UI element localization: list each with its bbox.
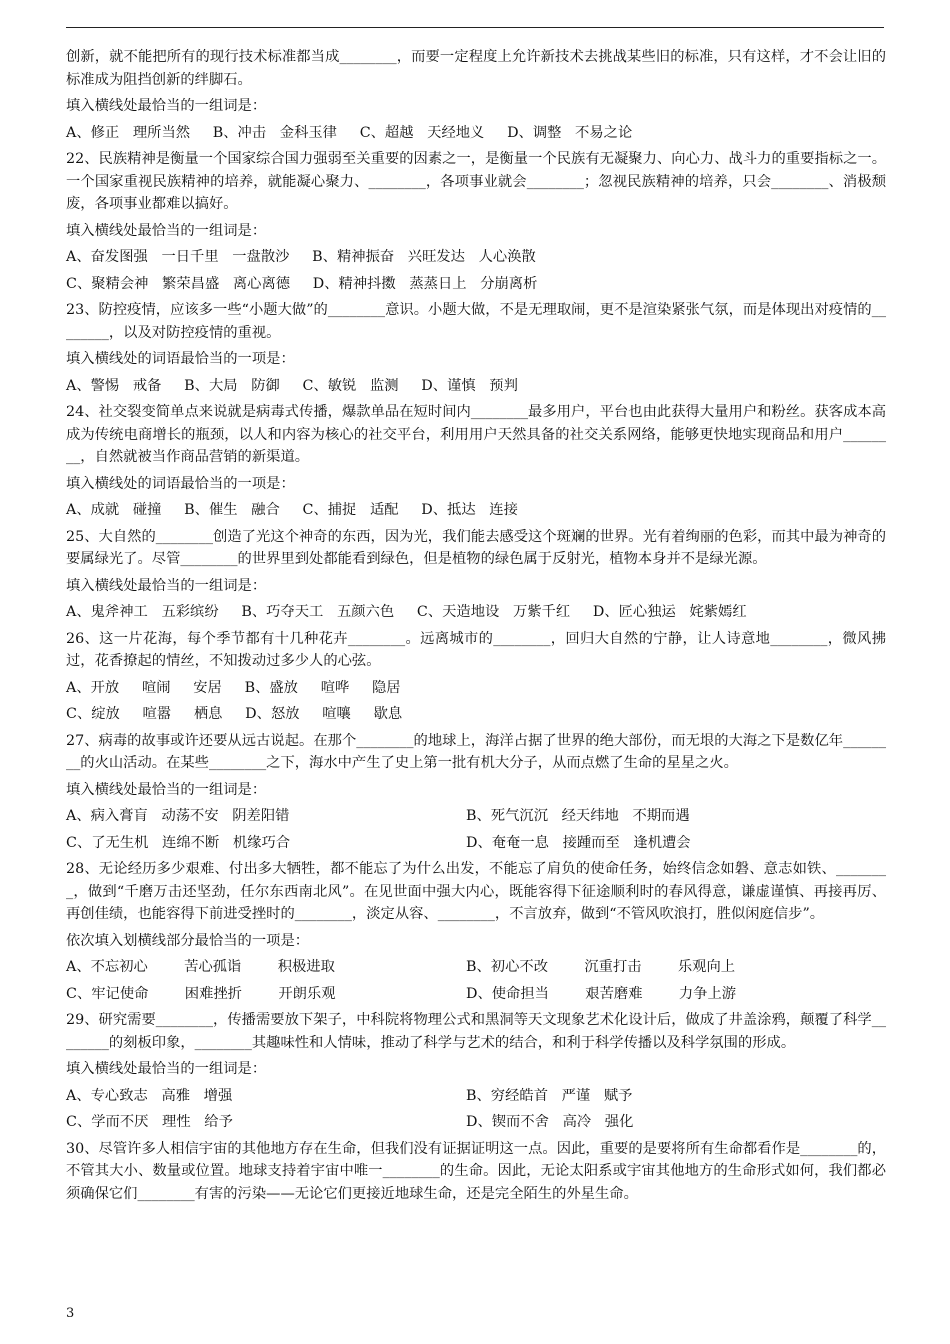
q28-stem: 28、无论经历多少艰难、付出多大牺牲，都不能忘了为什么出发，不能忘了肩负的使命任务，始终信念如磐、意志如铁、________，做到“千磨万击还坚劲，任尔东西南北风”。在见世面中强大内心，既能容得下征途顺利时的春风得意，谦虚谨慎、再接再厉、再创佳绩，也能容得下前进受挫时的________，淡定从容、________，不言放弃，做到“不管风吹浪打，胜似闲庭信步”。 bbox=[66, 861, 886, 922]
q28-option-a: A、不忘初心 苦心孤诣 积极进取 bbox=[66, 959, 335, 975]
q29-option-d: D、锲而不舍 高冷 强化 bbox=[466, 1114, 634, 1130]
q29-option-c: C、学而不厌 理性 给予 bbox=[66, 1114, 233, 1130]
q24-instruction: 填入横线处的词语最恰当的一项是： bbox=[66, 475, 295, 492]
page-content bbox=[66, 46, 886, 1209]
intro-options: A、修正 理所当然 B、冲击 金科玉律 C、超越 天经地义 D、调整 不易之论 bbox=[66, 124, 633, 141]
q22-stem: 22、民族精神是衡量一个国家综合国力强弱至关重要的因素之一，是衡量一个民族有无凝聚力、向心力、战斗力的重要指标之一。一个国家重视民族精神的培养，就能凝心聚力、________，各项事业就会________；忽视民族精神的培养，只会________、消极颓废，各项事业都难以搞好。 bbox=[66, 151, 886, 212]
q29-option-a: A、专心致志 高雅 增强 bbox=[66, 1087, 233, 1104]
q28-option-c: C、牢记使命 困难挫折 开朗乐观 bbox=[66, 985, 336, 1002]
page-number: 3 bbox=[66, 1306, 75, 1321]
q27-options-row-2 bbox=[66, 832, 886, 855]
q29-instruction: 填入横线处最恰当的一组词是： bbox=[66, 1061, 267, 1077]
q28-options-row-2 bbox=[66, 983, 886, 1006]
q27-option-d: D、奄奄一息 接踵而至 逢机遭会 bbox=[466, 834, 691, 851]
q30-stem: 30、尽管许多人相信宇宙的其他地方存在生命，但我们没有证据证明这一点。因此，重要的是要将所有生命都看作是________的，不管其大小、数量或位置。地球支持着宇宙中唯一________的生命。因此，无论太阳系或宇宙其他地方的生命形式如何，我们都必须确保它们________有害的污染——无论它们更接近地球生命，还是完全陌生的外星生命。 bbox=[66, 1140, 886, 1202]
q23-stem: 23、防控疫情，应该多一些“小题大做”的________意识。小题大做，不是无理取闹，更不是渲染紧张气氛，而是体现出对疫情的________，以及对防控疫情的重视。 bbox=[66, 302, 886, 341]
q28-instruction: 依次填入划横线部分最恰当的一项是： bbox=[66, 932, 310, 949]
q23-options: A、警惕 戒备 B、大局 防御 C、敏锐 监测 D、谨慎 预判 bbox=[66, 377, 518, 394]
intro-paragraph: 创新，就不能把所有的现行技术标准都当成________，而要一定程度上允许新技术去挑战某些旧的标准，只有这样，才不会让旧的标准成为阻挡创新的绊脚石。 bbox=[66, 49, 886, 88]
q29-options-row-2 bbox=[66, 1111, 886, 1134]
q29-option-b: B、穷经皓首 严谨 赋予 bbox=[466, 1087, 633, 1104]
q25-instruction: 填入横线处最恰当的一组词是： bbox=[66, 577, 267, 594]
q22-instruction: 填入横线处最恰当的一组词是： bbox=[66, 222, 267, 239]
header-rule bbox=[66, 27, 884, 28]
q27-option-c: C、了无生机 连绵不断 机缘巧合 bbox=[66, 834, 291, 851]
q27-options-row-1 bbox=[66, 805, 886, 828]
q22-options-ab: A、奋发图强 一日千里 一盘散沙 B、精神振奋 兴旺发达 人心涣散 bbox=[66, 249, 536, 265]
q22-options-cd: C、聚精会神 繁荣昌盛 离心离德 D、精神抖擞 蒸蒸日上 分崩离析 bbox=[66, 275, 538, 292]
q28-option-d: D、使命担当 艰苦磨难 力争上游 bbox=[466, 985, 737, 1002]
q24-options: A、成就 碰撞 B、催生 融合 C、捕捉 适配 D、抵达 连接 bbox=[66, 502, 518, 518]
q24-stem: 24、社交裂变简单点来说就是病毒式传播，爆款单品在短时间内________最多用户，平台也由此获得大量用户和粉丝。获客成本高成为传统电商增长的瓶颈，以人和内容为核心的社交平台，利用用户天然具备的社交关系网络，能够更快地实现商品和用户________，自然就被当作商品营销的新渠道。 bbox=[66, 404, 886, 465]
q28-option-b: B、初心不改 沉重打击 乐观向上 bbox=[466, 959, 736, 975]
q28-options-row-1 bbox=[66, 956, 886, 979]
q27-option-b: B、死气沉沉 经天纬地 不期而遇 bbox=[466, 808, 690, 824]
q25-stem: 25、大自然的________创造了光这个神奇的东西，因为光，我们能去感受这个斑斓的世界。光有着绚丽的色彩，而其中最为神奇的要属绿光了。尽管________的世界里到处都能看到绿色，但是植物的绿色属于反射光，植物本身并不是绿光源。 bbox=[66, 528, 886, 567]
q27-stem: 27、病毒的故事或许还要从远古说起。在那个________的地球上，海洋占据了世界的绝大部份，而无垠的大海之下是数亿年________的火山活动。在某些________之下，海水中产生了史上第一批有机大分子，从而点燃了生命的星星之火。 bbox=[66, 732, 886, 771]
q29-stem: 29、研究需要________，传播需要放下架子，中科院将物理公式和黑洞等天文现象艺术化设计后，做成了井盖涂鸦，颠覆了科学________的刻板印象，________其趣味性和人情味，推动了科学与艺术的结合，和利于科学传播以及科学氛围的形成。 bbox=[66, 1012, 886, 1051]
q29-options-row-1 bbox=[66, 1085, 886, 1108]
q25-options: A、鬼斧神工 五彩缤纷 B、巧夺天工 五颜六色 C、天造地设 万紫千红 D、匠心独运 姹紫嫣红 bbox=[66, 604, 747, 620]
q26-options-ab: A、开放 喧闹 安居 B、盛放 喧哗 隐居 bbox=[66, 679, 401, 696]
q23-instruction: 填入横线处的词语最恰当的一项是： bbox=[66, 351, 295, 367]
q27-instruction: 填入横线处最恰当的一组词是： bbox=[66, 781, 267, 798]
q26-options-cd: C、绽放 喧嚣 栖息 D、怒放 喧嚷 歇息 bbox=[66, 706, 403, 722]
q26-stem: 26、这一片花海，每个季节都有十几种花卉________。远离城市的________，回归大自然的宁静，让人诗意地________，微风拂过，花香撩起的情丝，不知拨动过多少人的心弦。 bbox=[66, 630, 886, 669]
intro-instruction: 填入横线处最恰当的一组词是： bbox=[66, 98, 267, 114]
q27-option-a: A、病入膏肓 动荡不安 阴差阳错 bbox=[66, 808, 290, 824]
